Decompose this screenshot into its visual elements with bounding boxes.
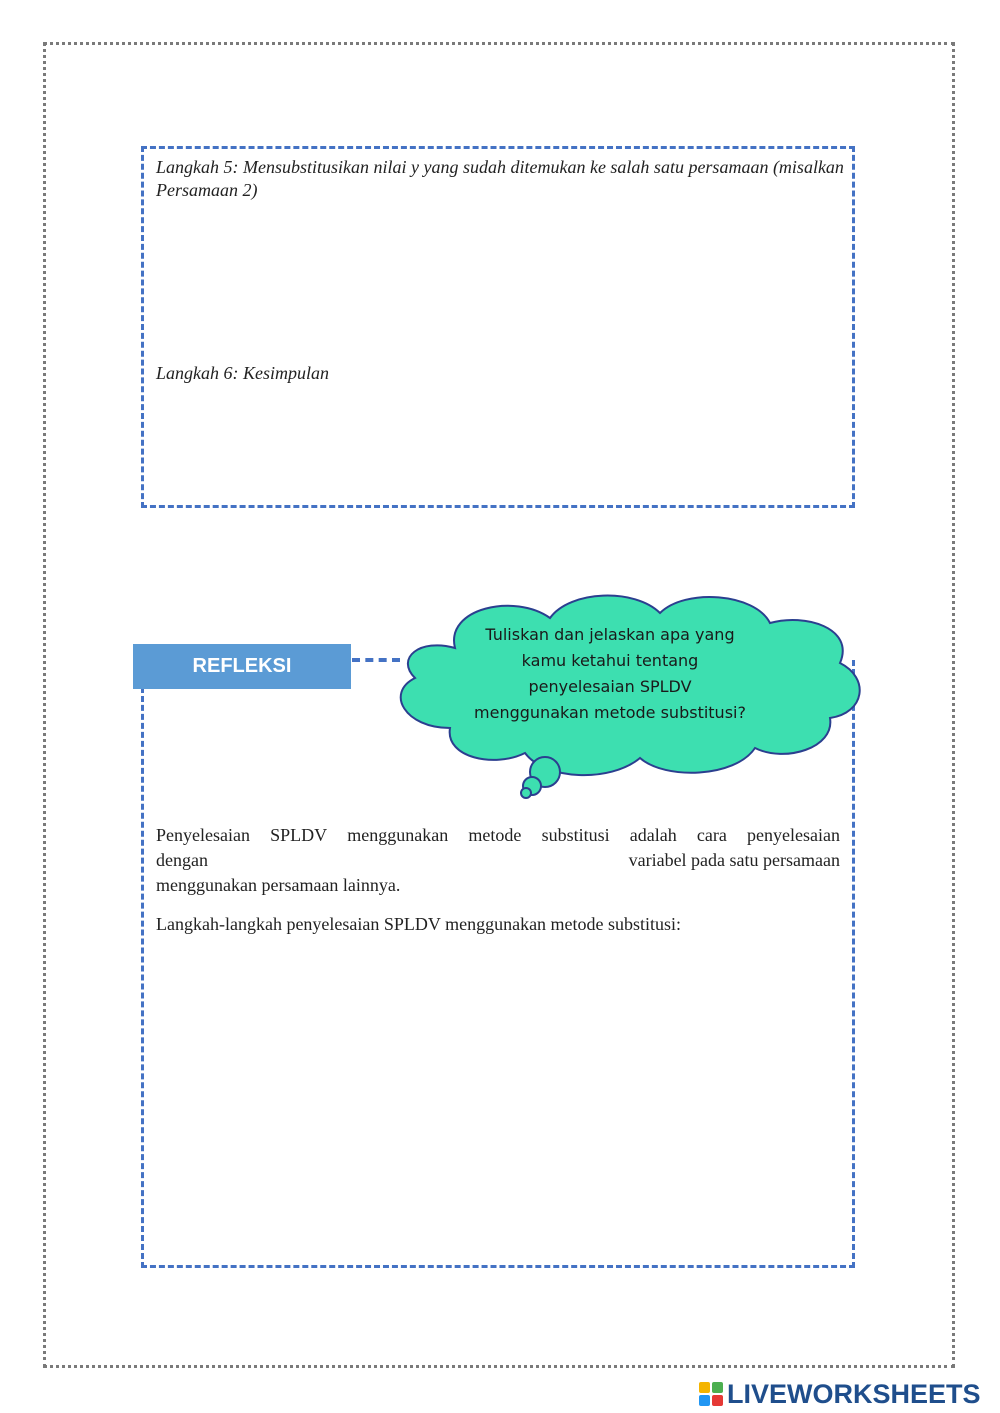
cloud-line: Tuliskan dan jelaskan apa yang	[485, 625, 735, 644]
para-line2-left: dengan	[156, 850, 208, 870]
para-word: metode	[468, 825, 522, 845]
para-word: adalah	[629, 825, 677, 845]
para-word: menggunakan	[347, 825, 449, 845]
para-word: cara	[696, 825, 727, 845]
cloud-line: kamu ketahui tentang	[521, 651, 699, 670]
cloud-line: menggunakan metode substitusi?	[474, 703, 746, 722]
cloud-bubble-small	[521, 788, 531, 798]
step-5-text: Langkah 5: Mensubstitusikan nilai y yang sudah ditemukan ke salah satu persamaan (misalkan Persamaan 2)	[156, 157, 844, 200]
para-word: penyelesaian	[747, 825, 840, 845]
para-line2-right: variabel pada satu persamaan	[628, 850, 840, 870]
para-word: substitusi	[541, 825, 610, 845]
para-line3: menggunakan persamaan lainnya.	[156, 875, 401, 895]
para-word: Penyelesaian	[156, 825, 250, 845]
definition-paragraph	[156, 823, 840, 898]
para-word: SPLDV	[270, 825, 328, 845]
para-line	[156, 823, 840, 848]
liveworksheets-brand	[698, 1378, 998, 1410]
step-6-text: Langkah 6: Kesimpulan	[156, 363, 329, 383]
cloud-question	[450, 622, 770, 726]
para-line	[156, 848, 840, 873]
brand-text: LIVEWORKSHEETS	[727, 1378, 981, 1409]
steps-heading: Langkah-langkah penyelesaian SPLDV menggunakan metode substitusi:	[156, 914, 682, 934]
liveworksheets-logo-icon	[698, 1381, 724, 1407]
refleksi-tab	[133, 644, 351, 689]
refleksi-title: REFLEKSI	[192, 655, 292, 677]
cloud-line: penyelesaian SPLDV	[528, 677, 692, 696]
